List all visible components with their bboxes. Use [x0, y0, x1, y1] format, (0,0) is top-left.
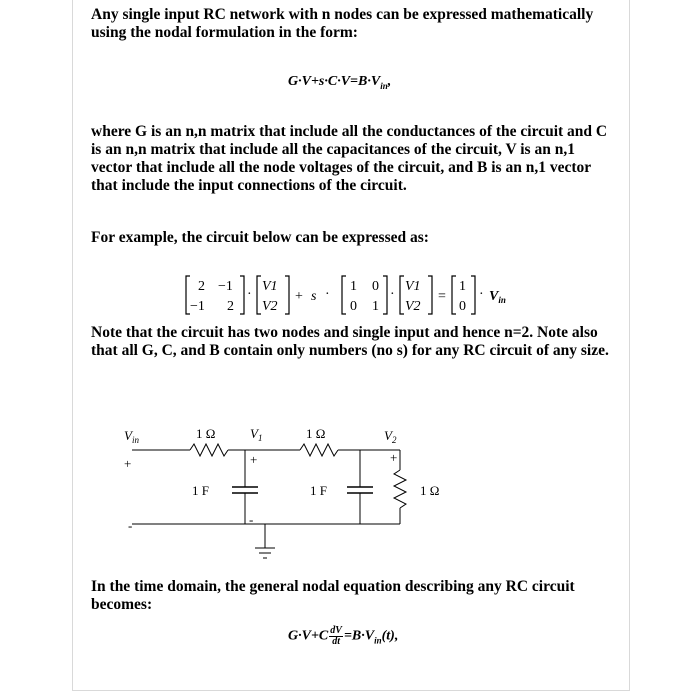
nodal-equation-tail: , [387, 74, 392, 89]
v2-label-sub: 2 [391, 435, 397, 445]
derivative-numerator: dV [330, 625, 342, 636]
vin-label [124, 428, 139, 445]
v1-entry-2: V1 [405, 279, 421, 294]
vin-label-sub: in [131, 435, 139, 445]
note-paragraph: Note that the circuit has two nodes and single input and hence n=2. Note also that all G, C, and B contain only numbers (no s) for any RC circuit of any size. [91, 324, 609, 359]
g21: −1 [190, 299, 205, 314]
resistor-r2 [300, 444, 338, 456]
v1-label [250, 426, 262, 443]
r2-label: 1 Ω [306, 426, 326, 441]
c1-minus: - [249, 512, 254, 527]
dot-4: · [479, 287, 484, 302]
g11: 2 [198, 279, 205, 294]
c11: 1 [350, 279, 357, 294]
c2-label: 1 F [310, 483, 327, 498]
derivative-fraction [329, 626, 343, 647]
dot-1: · [247, 287, 252, 302]
g12: −1 [218, 279, 233, 294]
vin-base: V [489, 289, 499, 304]
nodal-equation-sub: in [380, 80, 388, 91]
c1-label: 1 F [192, 483, 209, 498]
r3-label: 1 Ω [420, 483, 440, 498]
matrix-equation [170, 270, 550, 320]
v2-label [384, 428, 397, 445]
resistor-r3 [394, 470, 406, 508]
vector-b-left-bracket [452, 276, 456, 314]
vector-v2-right-bracket [428, 276, 432, 314]
intro-paragraph: Any single input RC network with n nodes can be expressed mathematically using the nodal formulation in the form: [91, 6, 594, 41]
plus-sign: + [295, 289, 303, 304]
v2-entry-2: V2 [405, 299, 421, 314]
g22: 2 [227, 299, 234, 314]
vin-plus: + [124, 456, 132, 471]
c12: 0 [372, 279, 379, 294]
v2-entry: V2 [262, 299, 278, 314]
v1-entry: V1 [262, 279, 278, 294]
c1-plus: + [250, 452, 258, 467]
r3-plus: + [390, 450, 398, 465]
vin-subscript: in [498, 295, 506, 305]
matrix-g-right-bracket [240, 276, 244, 314]
c22: 1 [372, 299, 379, 314]
vector-v2-left-bracket [400, 276, 404, 314]
vin-minus: - [128, 518, 133, 533]
definition-paragraph: where G is an n,n matrix that include all the conductances of the circuit and C is an n,n matrix that include all the capacitances of the circuit, V is an n,1 vector that include all the node voltages of the circuit, and B is an n,1 vector that include the input connections of the circuit. [91, 123, 608, 194]
v1-label-base: V [250, 426, 258, 441]
vin-label-base: V [124, 428, 132, 443]
b2: 0 [459, 299, 466, 314]
vector-v-left-bracket [257, 276, 261, 314]
resistor-r1 [190, 444, 228, 456]
eq2-sub: in [374, 635, 382, 646]
dot-2: · [325, 287, 330, 302]
eq2-left: G·V+C [288, 628, 329, 644]
rc-circuit-diagram [110, 420, 470, 570]
eq2-tail: (t), [381, 628, 399, 644]
v2-label-base: V [384, 428, 392, 443]
eq2-right: =B·V [343, 628, 375, 644]
nodal-equation-main: G·V+s·C·V=B·V [288, 74, 381, 89]
equals-sign: = [438, 289, 446, 304]
matrix-c-right-bracket [383, 276, 387, 314]
v1-label-sub: 1 [257, 433, 263, 443]
time-domain-paragraph: In the time domain, the general nodal equation describing any RC circuit becomes: [91, 578, 575, 613]
s-symbol: s [311, 289, 317, 304]
vin-symbol [489, 289, 506, 305]
c21: 0 [350, 299, 357, 314]
matrix-c-left-bracket [342, 276, 346, 314]
derivative-denominator: dt [332, 636, 340, 647]
example-paragraph: For example, the circuit below can be expressed as: [91, 229, 429, 246]
nodal-equation [288, 74, 391, 91]
dot-3: · [390, 287, 395, 302]
time-domain-equation [288, 626, 398, 647]
r1-label: 1 Ω [196, 426, 216, 441]
vector-v-right-bracket [285, 276, 289, 314]
b1: 1 [459, 279, 466, 294]
vector-b-right-bracket [471, 276, 475, 314]
